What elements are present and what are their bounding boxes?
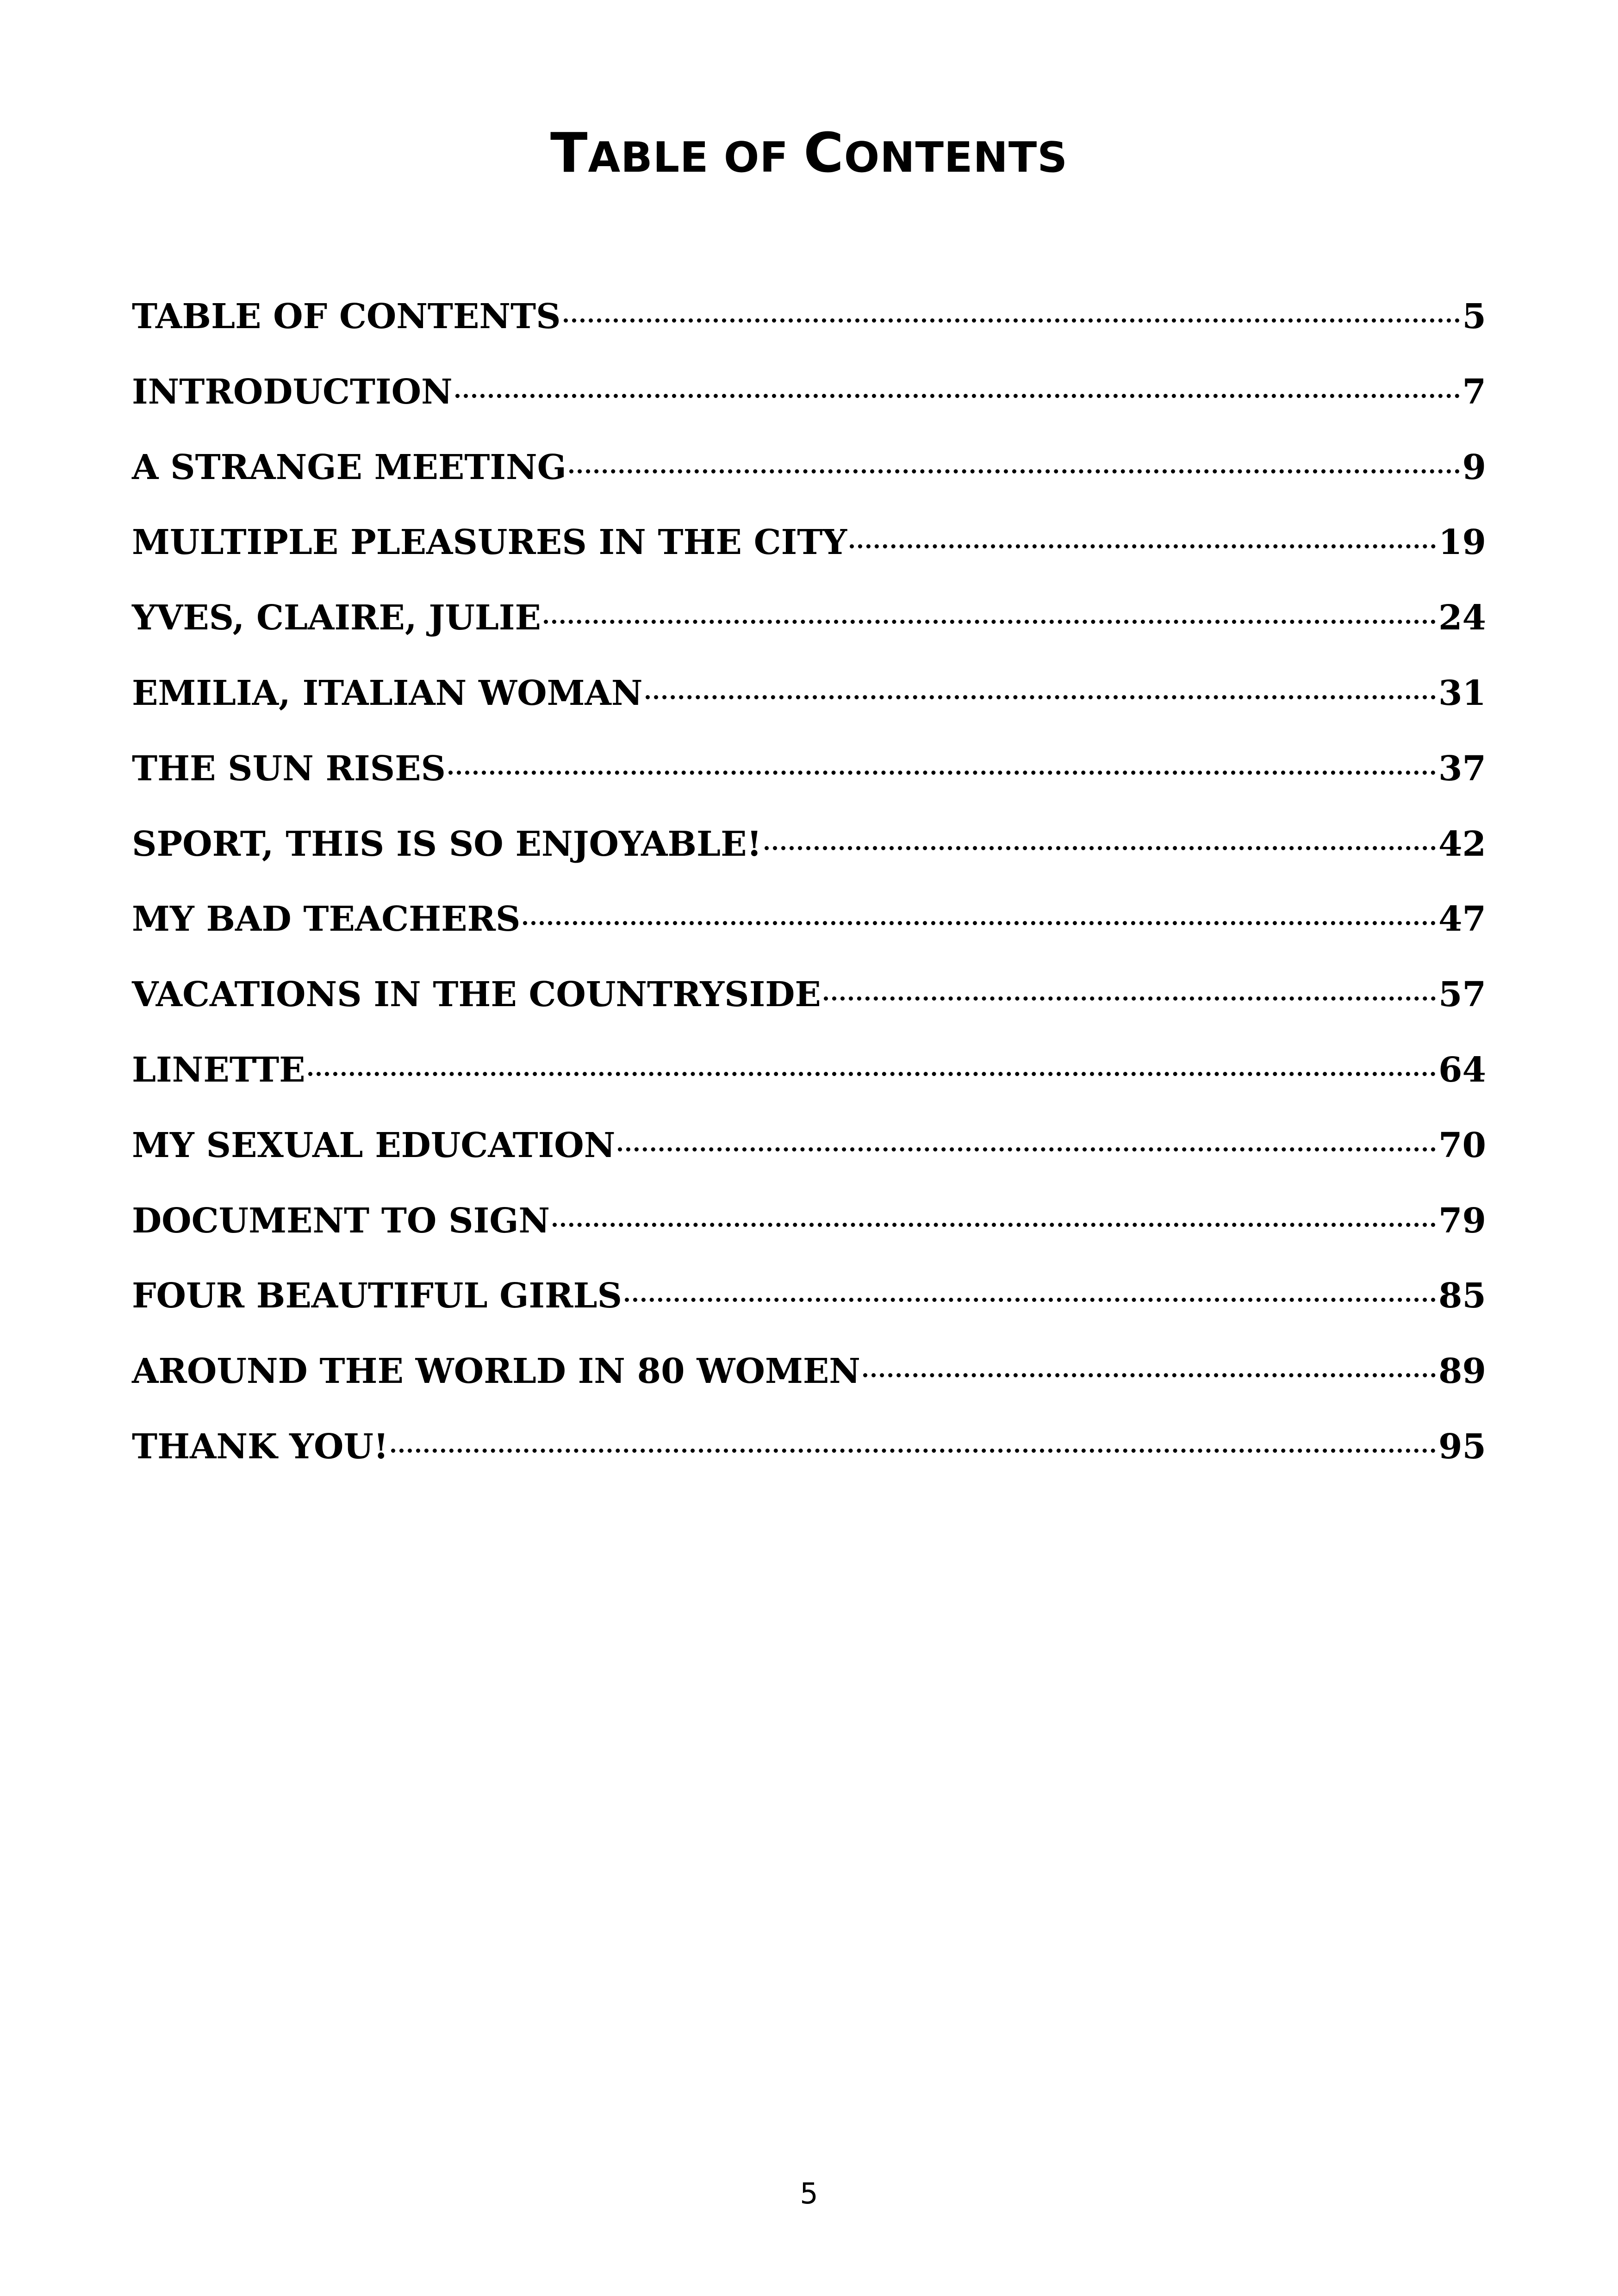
table-of-contents-list	[132, 278, 1486, 1483]
toc-entry-page[interactable]: 24	[1438, 598, 1486, 638]
toc-entry[interactable]	[132, 1182, 1486, 1257]
toc-entry-title[interactable]: A STRANGE MEETING	[132, 447, 566, 487]
toc-entry-page[interactable]: 89	[1438, 1351, 1486, 1392]
toc-entry[interactable]	[132, 1408, 1486, 1483]
toc-entry[interactable]	[132, 654, 1486, 730]
toc-entry-title[interactable]: LINETTE	[132, 1050, 305, 1090]
toc-dot-leader	[850, 498, 1436, 548]
toc-dot-leader	[625, 1251, 1436, 1302]
toc-entry-page[interactable]: 47	[1438, 899, 1486, 940]
toc-dot-leader	[455, 348, 1460, 398]
toc-dot-leader	[765, 800, 1436, 850]
toc-entry[interactable]	[132, 579, 1486, 654]
toc-entry[interactable]	[132, 1107, 1486, 1182]
toc-entry-title[interactable]: MY BAD TEACHERS	[132, 899, 521, 940]
toc-entry[interactable]	[132, 504, 1486, 579]
toc-entry[interactable]	[132, 353, 1486, 429]
toc-dot-leader	[569, 423, 1460, 473]
toc-entry[interactable]	[132, 956, 1486, 1031]
toc-entry-title[interactable]: DOCUMENT TO SIGN	[132, 1201, 550, 1241]
toc-entry-title[interactable]: SPORT, THIS IS SO ENJOYABLE!	[132, 824, 762, 864]
toc-dot-leader	[863, 1327, 1436, 1377]
toc-entry-page[interactable]: 85	[1438, 1276, 1486, 1316]
toc-entry-title[interactable]: VACATIONS IN THE COUNTRYSIDE	[132, 975, 821, 1015]
page-title-smallcaps-2: ONTENTS	[844, 133, 1068, 182]
page-title-smallcaps-1: ABLE OF	[588, 133, 804, 182]
toc-entry-page[interactable]: 70	[1438, 1125, 1486, 1165]
toc-entry[interactable]	[132, 805, 1486, 881]
toc-entry-page[interactable]: 95	[1438, 1426, 1486, 1467]
toc-entry[interactable]	[132, 1031, 1486, 1107]
toc-dot-leader	[824, 950, 1436, 1001]
toc-entry[interactable]	[132, 730, 1486, 805]
toc-dot-leader	[618, 1101, 1436, 1151]
toc-entry-title[interactable]: MY SEXUAL EDUCATION	[132, 1125, 616, 1165]
toc-entry-page[interactable]: 64	[1438, 1050, 1486, 1090]
toc-dot-leader	[391, 1402, 1436, 1453]
toc-entry-page[interactable]: 31	[1438, 673, 1486, 713]
toc-dot-leader	[448, 724, 1436, 775]
toc-entry[interactable]	[132, 1257, 1486, 1332]
toc-entry-page[interactable]: 9	[1462, 447, 1486, 487]
page-title-initial-2: C	[803, 121, 844, 185]
toc-entry-title[interactable]: EMILIA, ITALIAN WOMAN	[132, 673, 643, 713]
toc-entry-page[interactable]: 5	[1462, 297, 1486, 336]
toc-entry-page[interactable]: 57	[1438, 975, 1486, 1015]
toc-dot-leader	[308, 1026, 1436, 1076]
toc-entry-page[interactable]: 37	[1438, 748, 1486, 789]
toc-entry-title[interactable]: THANK YOU!	[132, 1426, 389, 1467]
toc-dot-leader	[553, 1176, 1436, 1227]
page-title-initial-1: T	[550, 121, 588, 185]
toc-entry-page[interactable]: 19	[1438, 523, 1486, 563]
toc-entry-page[interactable]: 79	[1438, 1201, 1486, 1241]
toc-entry-page[interactable]: 42	[1438, 824, 1486, 864]
toc-dot-leader	[544, 573, 1436, 624]
toc-entry-title[interactable]: THE SUN RISES	[132, 748, 446, 789]
toc-entry[interactable]	[132, 1332, 1486, 1408]
footer-page-number: 5	[800, 2177, 818, 2210]
toc-entry-title[interactable]: INTRODUCTION	[132, 372, 453, 412]
toc-dot-leader	[523, 875, 1436, 925]
toc-entry-title[interactable]: FOUR BEAUTIFUL GIRLS	[132, 1276, 622, 1316]
toc-entry-title[interactable]: MULTIPLE PLEASURES IN THE CITY	[132, 523, 847, 563]
toc-entry-title[interactable]: YVES, CLAIRE, JULIE	[132, 598, 541, 638]
toc-entry[interactable]	[132, 278, 1486, 353]
toc-entry[interactable]	[132, 429, 1486, 504]
toc-entry[interactable]	[132, 880, 1486, 956]
toc-dot-leader	[646, 649, 1436, 699]
toc-entry-page[interactable]: 7	[1462, 372, 1486, 412]
page-title	[0, 116, 1618, 195]
toc-entry-title[interactable]: AROUND THE WORLD IN 80 WOMEN	[132, 1351, 860, 1392]
toc-entry-title[interactable]: TABLE OF CONTENTS	[132, 297, 561, 336]
toc-dot-leader	[564, 272, 1460, 323]
